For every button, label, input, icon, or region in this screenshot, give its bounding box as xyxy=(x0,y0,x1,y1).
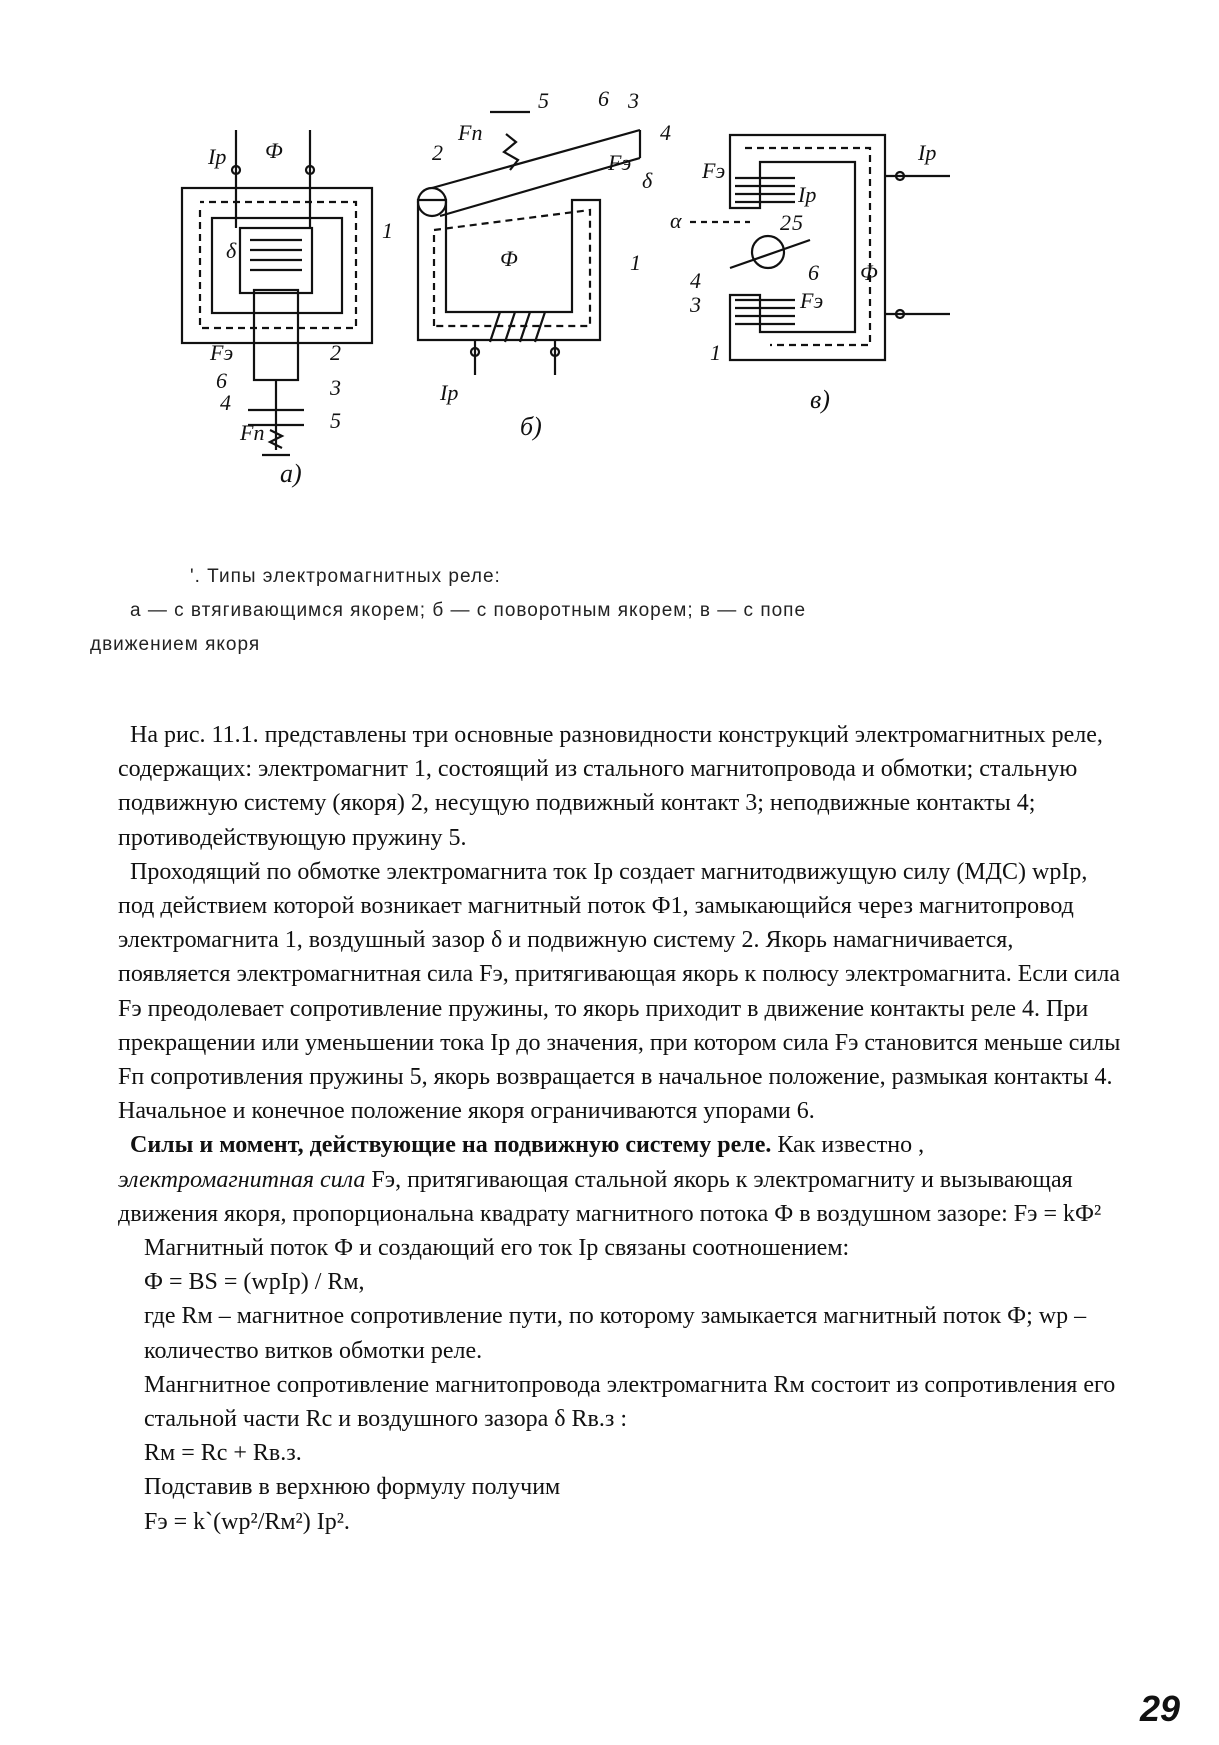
label-4-a: 4 xyxy=(220,390,231,415)
label-fe-c-bottom: Fэ xyxy=(800,288,824,313)
label-5-b: 5 xyxy=(538,90,549,113)
paragraph-2: Проходящий по обмотке электромагнита ток Iр создает магнитодвижущую силу (МДС) wpIp, под действием которой возникает магнитный поток Ф1, замыкающийся через магнитопровод электромагнита 1, воздушный зазор δ и подвижную систему 2. Якорь намагничивается, появляется электромагнитная сила Fэ, притягивающая якорь к полюсу электромагнита. Если сила Fэ преодолевает сопротивление пружины, то якорь приходит в движение контакты реле 4. При прекращении или уменьшении тока Iр до значения, при котором сила Fэ становится меньше силы Fп сопротивления пружины 5, якорь возвращается в начальное положение, размыкая контакты 4. Начальное и конечное положение якоря ограничиваются упорами 6. xyxy=(118,858,1121,1125)
label-3-b: 3 xyxy=(628,90,639,113)
section-heading: Силы и момент, действующие на подвижную систему реле. xyxy=(130,1132,772,1159)
label-1-b: 1 xyxy=(630,250,641,275)
label-4-b: 4 xyxy=(660,120,671,145)
label-3-a: 3 xyxy=(330,375,341,400)
diagram-a xyxy=(182,130,372,455)
diagram-b xyxy=(418,112,640,375)
label-1-a: 1 xyxy=(382,218,393,243)
label-3-c: 3 xyxy=(690,292,701,317)
sub-label-c: в) xyxy=(810,385,830,414)
label-ip-c-mid: Iр xyxy=(798,182,817,207)
label-phi-b: Ф xyxy=(500,246,518,271)
paragraph-1: На рис. 11.1. представлены три основные разновидности конструкций электромагнитных реле, содержащих: электромагнит 1, состоящий из стального магнитопровода и обмотки; стальную подвижную систему (якоря) 2, несущую подвижный контакт 3; неподвижные контакты 4; противодействующую пружину 5. xyxy=(118,722,1103,851)
label-2-a: 2 xyxy=(330,340,341,365)
relay-figure xyxy=(170,90,1070,550)
label-ip-c-top: Iр xyxy=(918,140,937,165)
label-phi-c: Ф xyxy=(860,260,878,285)
sub-label-b: б) xyxy=(520,412,542,441)
label-2-b: 2 xyxy=(432,140,443,165)
body-text xyxy=(118,718,1128,1539)
label-fn-b: Fп xyxy=(458,120,483,145)
label-1-c: 1 xyxy=(710,340,721,365)
label-fe-a: Fэ xyxy=(210,340,234,365)
caption-line-2: а — с втягивающимся якорем; б — с поворотным якорем; в — с попе xyxy=(130,600,807,621)
paragraph-4: Магнитный поток Ф и создающий его ток Iр связаны соотношением: xyxy=(144,1235,850,1262)
label-4-c: 4 xyxy=(690,268,701,293)
label-5-c: 5 xyxy=(792,210,803,235)
label-fe-b: Fэ xyxy=(608,150,632,175)
label-delta-b: δ xyxy=(642,168,653,193)
paragraph-5: где Rм – магнитное сопротивление пути, по которому замыкается магнитный поток Ф; wр – количество витков обмотки реле. xyxy=(144,1303,1087,1364)
label-6-a: 6 xyxy=(216,368,227,393)
caption-line-3: движением якоря xyxy=(90,634,261,655)
formula-force: Fэ = k`(wp²/Rм²) Iр². xyxy=(144,1508,350,1535)
figure-caption xyxy=(90,560,1050,662)
paragraph-3 xyxy=(118,1128,1128,1231)
label-alpha-c: α xyxy=(670,208,682,233)
relay-diagrams-svg xyxy=(170,90,1070,550)
label-6-b: 6 xyxy=(598,90,609,111)
formula-resistance: Rм = Rс + Rв.з. xyxy=(144,1440,302,1467)
label-fn-a: Fп xyxy=(240,420,265,445)
label-2-c: 2 xyxy=(780,210,791,235)
label-6-c: 6 xyxy=(808,260,819,285)
formula-flux: Ф = BS = (wpIp) / Rм, xyxy=(144,1269,365,1296)
label-ip-b: Iр xyxy=(440,380,459,405)
diagram-c xyxy=(690,135,950,360)
paragraph-3-italic: электромагнитная сила xyxy=(118,1166,366,1193)
label-fe-c-top: Fэ xyxy=(702,158,726,183)
sub-label-a: а) xyxy=(280,459,302,488)
paragraph-7: Подставив в верхнюю формулу получим xyxy=(144,1474,561,1501)
label-5-a: 5 xyxy=(330,408,341,433)
caption-line-1: '. Типы электромагнитных реле: xyxy=(190,566,501,587)
paragraph-6: Мангнитное сопротивление магнитопровода электромагнита Rм состоит из сопротивления его стальной части Rс и воздушного зазора δ Rв.з : xyxy=(144,1371,1116,1433)
label-delta-a: δ xyxy=(226,238,237,263)
label-ip-a: Iр xyxy=(208,144,227,169)
paragraph-3-part-b: Fэ, притягивающая стальной якорь к электромагниту и вызывающая движения якоря, пропорциональна квадрату магнитного потока Ф в воздушном зазоре: Fэ = kФ² xyxy=(118,1166,1102,1227)
label-phi-a: Ф xyxy=(265,138,283,163)
page-number: 29 xyxy=(1140,1688,1181,1729)
paragraph-3-part-a: Как известно , xyxy=(771,1132,925,1159)
